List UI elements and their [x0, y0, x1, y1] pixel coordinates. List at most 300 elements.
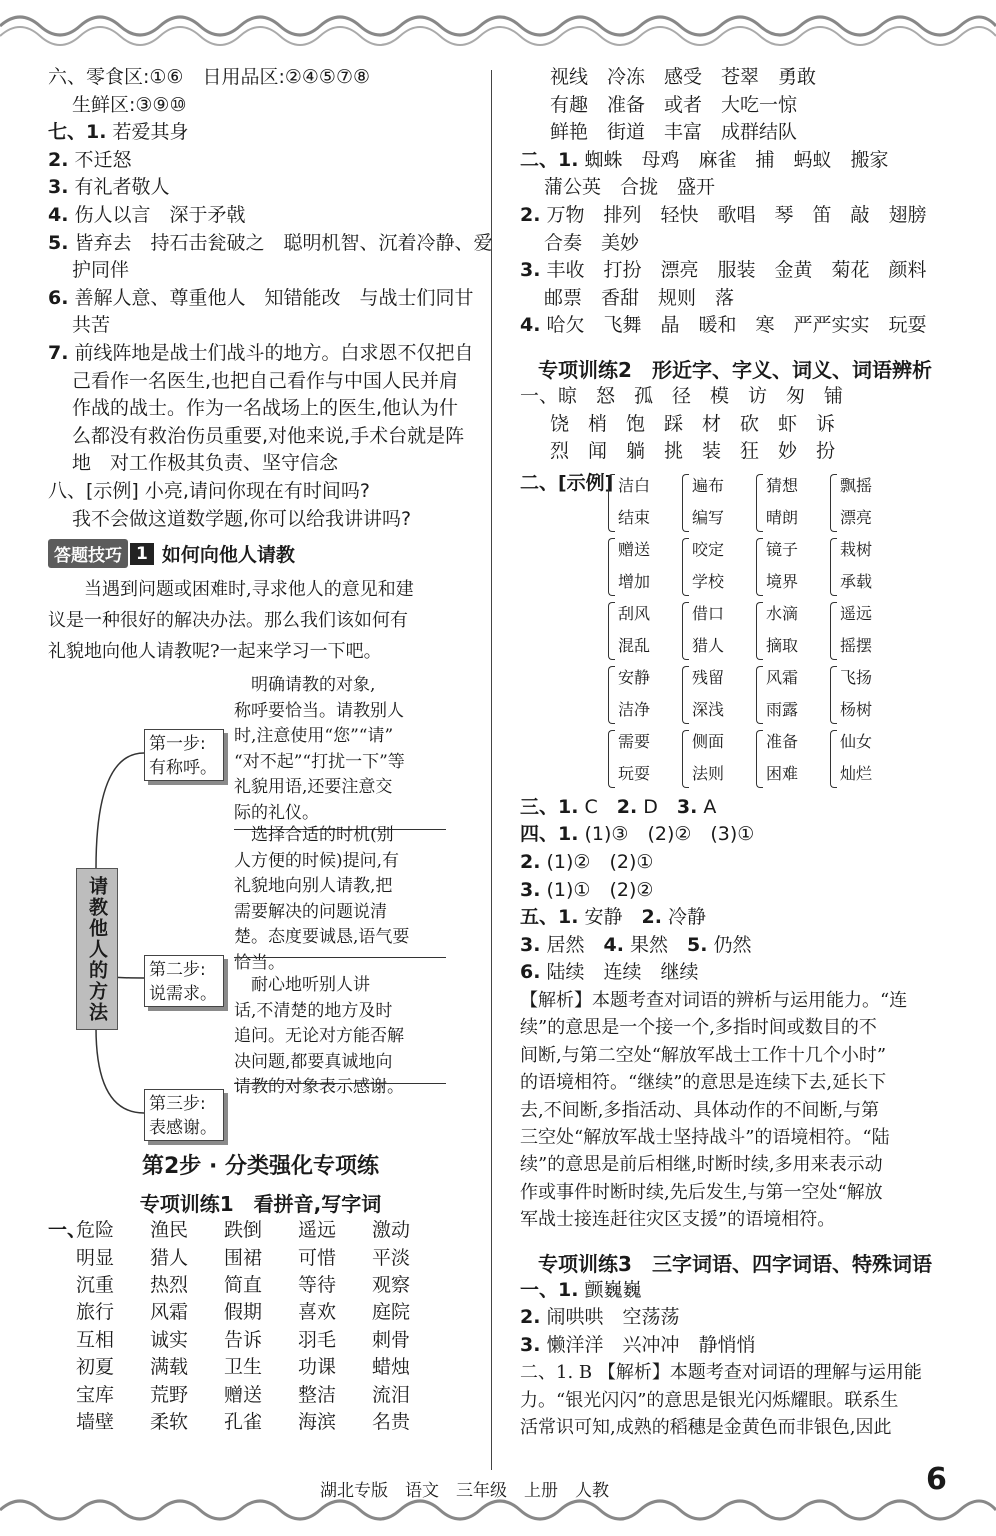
step-description-line: 明确请教的对象,	[234, 675, 376, 696]
word-pair	[830, 598, 904, 662]
row-spacer	[48, 1272, 76, 1299]
step-label: 第二步:	[149, 960, 206, 981]
pair-word: 学校	[692, 571, 725, 591]
pair-word: 摇摆	[840, 635, 873, 655]
pair-bracket	[756, 474, 763, 532]
pair-word: 编写	[692, 507, 725, 527]
word-pair	[756, 534, 830, 598]
step-description-line: 话,不清楚的地方及时	[234, 1000, 393, 1021]
pair-word: 困难	[766, 763, 799, 783]
step-description-line: 楚。态度要诚恳,语气要	[234, 927, 410, 948]
word-cell: 孔雀	[224, 1410, 263, 1433]
section-7-line	[48, 312, 473, 340]
section-7-line	[48, 340, 473, 368]
section-7-line	[48, 230, 493, 258]
training-3-line	[520, 1332, 950, 1360]
word-cell: 激动	[372, 1219, 411, 1242]
section-5-text: 居然	[540, 933, 604, 956]
mind-map-diagram	[48, 673, 473, 1143]
section-8-line: 我不会做这道数学题,你可以给我讲讲吗?	[72, 507, 412, 530]
step-description-line: 称呼要恰当。请教别人	[234, 700, 404, 721]
section-7-line	[48, 395, 473, 423]
section-6-line: 六、零食区:①⑥ 日用品区:②④⑤⑦⑧	[48, 66, 371, 88]
word-row	[48, 1272, 473, 1299]
step-box	[144, 1089, 224, 1141]
pair-word: 咬定	[692, 539, 725, 559]
analysis-line: 二、1. B 【解析】本题考查对词语的理解与运用能	[520, 1362, 922, 1384]
pair-word: 赠送	[618, 539, 651, 559]
section-3-label: 三、1.	[520, 795, 579, 818]
step-description-line: 人方便的时候)提问,有	[234, 850, 400, 871]
section-7-label: 3.	[48, 176, 69, 199]
step-description-line: 请教的对象表示感谢。	[234, 1077, 404, 1098]
section-5-text: 果然	[623, 933, 687, 956]
section-7-text: 作战的战士。作为一名战场上的医生,他认为什	[72, 397, 459, 420]
word-cell: 赠送	[224, 1383, 263, 1406]
word-pair	[682, 534, 756, 598]
char-row: 饶 梢 饱 踩 材 砍 虾 诉	[550, 412, 836, 435]
word-cell: 观察	[372, 1273, 411, 1296]
section-2-text: 丰收 打扮 漂亮 服装 金黄 菊花 颜料	[540, 259, 927, 282]
char-row: 一、晾 怒 孤 径 模 访 匆 铺	[520, 384, 844, 407]
section-7-line	[48, 423, 473, 451]
step-description-line: 恰当。	[234, 953, 285, 974]
section-7-line	[48, 202, 473, 230]
pair-bracket	[682, 474, 689, 532]
section-5-label: 3.	[520, 933, 541, 956]
word-row	[48, 1217, 473, 1244]
analysis-line: 去,不间断,多指活动、具体动作的不间断,与第	[520, 1099, 880, 1121]
section-2-label: 2.	[520, 203, 541, 226]
pair-word: 刮风	[618, 603, 651, 623]
word-pair	[608, 470, 682, 534]
section-7-line	[48, 147, 473, 175]
pair-bracket	[756, 666, 763, 724]
step-underline	[234, 957, 446, 958]
pair-bracket	[682, 730, 689, 788]
step-description-line: “对不起”“打扰一下”等	[234, 751, 405, 772]
section-4-line	[520, 877, 950, 905]
answer-tip-header	[48, 539, 473, 568]
section-6-line: 生鲜区:③⑨⑩	[72, 93, 187, 116]
pair-bracket	[682, 602, 689, 660]
section-3-text: C	[578, 795, 617, 818]
training-3-text: 闹哄哄 空荡荡	[540, 1306, 680, 1329]
word-pair	[682, 598, 756, 662]
word-row	[48, 1299, 473, 1326]
word-pair	[756, 726, 830, 790]
section-3-line	[520, 794, 950, 822]
pair-word: 需要	[618, 731, 651, 751]
word-cell: 蜡烛	[372, 1356, 411, 1379]
pair-bracket	[830, 474, 837, 532]
pair-word: 增加	[618, 571, 651, 591]
step-description-line: 需要解决的问题说清	[234, 901, 387, 922]
word-row-line: 有趣 准备 或者 大吃一惊	[550, 93, 798, 116]
word-cell: 热烈	[150, 1273, 189, 1296]
pair-word: 遍布	[692, 475, 725, 495]
mind-map-center: 请教他人的方法	[76, 868, 118, 1030]
section-7-text: 不迁怒	[68, 148, 132, 171]
word-cell: 旅行	[76, 1301, 115, 1324]
section-7-line	[48, 174, 473, 202]
section-2-line	[520, 174, 950, 202]
pair-word: 侧面	[692, 731, 725, 751]
pair-word: 准备	[766, 731, 799, 751]
tip-title: 如何向他人请教	[161, 544, 295, 567]
row-spacer	[48, 1299, 76, 1326]
row-prefix: 一、	[48, 1219, 87, 1242]
word-cell: 整洁	[298, 1383, 337, 1406]
section-5-line	[520, 904, 950, 932]
section-2-label: 二、1.	[520, 148, 579, 171]
word-cell: 等待	[298, 1273, 337, 1296]
word-pair	[830, 534, 904, 598]
section-7-line	[48, 285, 473, 313]
step-description-line: 际的礼仪。	[234, 803, 319, 824]
word-cell: 渔民	[150, 1219, 189, 1242]
word-pair	[756, 470, 830, 534]
pair-word: 镜子	[766, 539, 799, 559]
pair-word: 杨树	[840, 699, 873, 719]
word-cell: 风霜	[150, 1301, 189, 1324]
section-2-line	[520, 312, 950, 340]
word-cell: 跌倒	[224, 1219, 263, 1242]
word-row	[48, 1382, 473, 1409]
word-cell: 海滨	[298, 1410, 337, 1433]
pair-word: 境界	[766, 571, 799, 591]
page-footer: 湖北专版 语文 三年级 上册 人教	[320, 1481, 609, 1501]
training-3-line	[520, 1277, 950, 1305]
section-2-text: 万物 排列 轻快 歌唱 琴 笛 敲 翅膀	[540, 203, 927, 226]
row-spacer	[48, 1409, 76, 1436]
pair-word: 混乱	[618, 635, 651, 655]
word-cell: 初夏	[76, 1356, 115, 1379]
section-2-text: 蜘蛛 母鸡 麻雀 捕 蚂蚁 搬家	[578, 148, 889, 171]
step-label: 有称呼。	[149, 758, 217, 779]
pair-word: 猜想	[766, 475, 799, 495]
section-4-line	[520, 821, 950, 849]
section-2-label: 4.	[520, 314, 541, 337]
section-4-line	[520, 849, 950, 877]
pair-bracket	[830, 538, 837, 596]
word-cell: 告诉	[224, 1328, 263, 1351]
pair-word: 栽树	[840, 539, 873, 559]
pair-bracket	[830, 602, 837, 660]
section-4-label: 2.	[520, 850, 541, 873]
pair-word: 猎人	[692, 635, 725, 655]
pair-word: 法则	[692, 763, 725, 783]
section-7-label: 七、1.	[48, 121, 107, 144]
section-heading-training1: 专项训练1 看拼音,写字词	[139, 1192, 382, 1217]
section-2-line	[520, 285, 950, 313]
section-7-label: 4.	[48, 203, 69, 226]
analysis-line: 续”的意思是一个接一个,多指时间或数目的不	[520, 1017, 877, 1039]
section-5-line	[520, 932, 950, 960]
section-7-text: 善解人意、尊重他人 知错能改 与战士们同甘	[68, 286, 474, 309]
section-2-text: 邮票 香甜 规则 落	[544, 286, 735, 309]
pair-bracket	[756, 602, 763, 660]
word-cell: 可惜	[298, 1246, 337, 1269]
step-description-line: 追问。无论对方能否解	[234, 1026, 404, 1047]
word-cell: 功课	[298, 1356, 337, 1379]
word-cell: 名贵	[372, 1410, 411, 1433]
step-description-line: 时,注意使用“您”“请”	[234, 726, 394, 747]
section-7-text: 若爱其身	[106, 121, 189, 144]
pair-word: 飞扬	[840, 667, 873, 687]
word-cell: 荒野	[150, 1383, 189, 1406]
word-cell: 假期	[224, 1301, 263, 1324]
pair-word: 遥远	[840, 603, 873, 623]
analysis-line: 力。“银光闪闪”的意思是银光闪烁耀眼。联系生	[520, 1389, 899, 1411]
word-cell: 流泪	[372, 1383, 411, 1406]
word-cell: 宝库	[76, 1383, 115, 1406]
training-3-line	[520, 1304, 950, 1332]
section-7-line	[48, 119, 473, 147]
analysis-line: 三空处“解放军战士坚持战斗”的语境相符。“陆	[520, 1126, 890, 1148]
section-5-label: 4.	[603, 933, 624, 956]
training-3-label: 2.	[520, 1306, 541, 1329]
section-5-line	[520, 959, 950, 987]
section-7-text: 么都没有救治伤员重要,对他来说,手术台就是阵	[72, 424, 465, 447]
section-7-label: 6.	[48, 286, 69, 309]
pair-word: 雨露	[766, 699, 799, 719]
pair-bracket	[608, 730, 615, 788]
left-column	[48, 64, 493, 1436]
word-cell: 遥远	[298, 1219, 337, 1242]
column-divider	[491, 70, 492, 1470]
pair-bracket	[756, 538, 763, 596]
decorative-top-border	[0, 0, 996, 52]
analysis-line: 军战士接连赶往灾区支援”的语境相符。	[520, 1209, 836, 1231]
pair-word: 摘取	[766, 635, 799, 655]
section-5-label: 6.	[520, 961, 541, 984]
char-row: 烈 闻 躺 挑 装 狂 妙 扮	[550, 440, 836, 463]
section-7-line	[48, 450, 473, 478]
section-2-label: 3.	[520, 259, 541, 282]
pair-bracket	[608, 666, 615, 724]
section-4-label: 3.	[520, 878, 541, 901]
section-5-text: 仍然	[707, 933, 752, 956]
training-3-label: 一、1.	[520, 1278, 579, 1301]
section-5-label: 5.	[687, 933, 708, 956]
word-cell: 猎人	[150, 1246, 189, 1269]
word-cell: 简直	[224, 1273, 263, 1296]
section-7-text: 己看作一名医生,也把自己看作与中国人民并肩	[72, 369, 459, 392]
section-7-label: 7.	[48, 341, 69, 364]
word-cell: 互相	[76, 1328, 115, 1351]
tip-paragraph-line: 议是一种很好的解决办法。那么我们该如何有	[48, 610, 408, 632]
pair-bracket	[682, 666, 689, 724]
section-7-text: 皆弃去 持石击瓮破之 聪明机智、沉着冷静、爱	[68, 231, 493, 254]
pair-word: 承载	[840, 571, 873, 591]
section-3-label: 3.	[676, 795, 698, 818]
word-pair	[682, 726, 756, 790]
section-2-line	[520, 202, 950, 230]
word-cell: 危险	[76, 1219, 115, 1242]
pair-bracket	[608, 538, 615, 596]
section-8-line: 八、[示例] 小亮,请问你现在有时间吗?	[48, 479, 370, 502]
pair-word: 洁白	[618, 475, 651, 495]
word-cell: 诚实	[150, 1328, 189, 1351]
word-cell: 平淡	[372, 1246, 411, 1269]
word-row-line: 视线 冷冻 感受 苍翠 勇敢	[550, 66, 817, 88]
word-row-line: 鲜艳 街道 丰富 成群结队	[550, 121, 798, 144]
pair-word: 洁净	[618, 699, 651, 719]
section-7-text: 共苦	[72, 314, 111, 337]
word-pair	[756, 598, 830, 662]
section-5-text: 陆续 连续 继续	[540, 961, 699, 984]
section-5-text: 冷静	[661, 906, 706, 929]
word-cell: 围裙	[224, 1246, 263, 1269]
step-label: 表感谢。	[149, 1118, 217, 1139]
tip-paragraph-line: 当遇到问题或困难时,寻求他人的意见和建	[84, 579, 414, 601]
section-7-line	[48, 257, 473, 285]
pair-word: 水滴	[766, 603, 799, 623]
pair-word: 晴朗	[766, 507, 799, 527]
word-cell: 羽毛	[298, 1328, 337, 1351]
right-column	[520, 64, 950, 1442]
word-cell: 喜欢	[298, 1301, 337, 1324]
section-5-label: 2.	[641, 906, 662, 929]
section-7-text: 前线阵地是战士们战斗的地方。白求恩不仅把自	[68, 341, 474, 364]
pair-word: 飘摇	[840, 475, 873, 495]
word-pair	[682, 470, 756, 534]
page-number: 6	[926, 1462, 947, 1497]
word-row	[48, 1409, 473, 1436]
pair-word: 漂亮	[840, 507, 873, 527]
training-3-text: 颤巍巍	[578, 1278, 642, 1301]
analysis-line: 活常识可知,成熟的稻穗是金黄色而非银色,因此	[520, 1417, 892, 1439]
pair-word: 灿烂	[840, 763, 873, 783]
tip-paragraph-line: 礼貌地向他人请教呢?一起来学习一下吧。	[48, 641, 382, 663]
pair-bracket	[682, 538, 689, 596]
section-4-text: (1)② (2)①	[540, 850, 654, 873]
pair-word: 借口	[692, 603, 725, 623]
row-spacer	[48, 1327, 76, 1354]
word-pair	[830, 470, 904, 534]
step-label: 第一步:	[149, 734, 206, 755]
analysis-line: 的语境相符。“继续”的意思是连续下去,延长下	[520, 1072, 887, 1094]
section-2-line	[520, 230, 950, 258]
word-pairs-section	[520, 470, 950, 790]
word-cell: 柔软	[150, 1410, 189, 1433]
word-cell: 庭院	[372, 1301, 411, 1324]
row-spacer	[48, 1245, 76, 1272]
step-description	[234, 973, 454, 1101]
word-pair	[608, 662, 682, 726]
step-underline	[234, 1083, 446, 1084]
pair-word: 玩耍	[618, 763, 651, 783]
section-5-label: 五、1.	[520, 906, 579, 929]
section-2-text: 哈欠 飞舞 晶 暖和 寒 严严实实 玩耍	[540, 314, 927, 337]
section-2-text: 合奏 美妙	[544, 231, 640, 254]
pair-bracket	[608, 602, 615, 660]
step-box	[144, 955, 224, 1007]
section-3-text: D	[637, 795, 677, 818]
pair-bracket	[830, 666, 837, 724]
section-7-line	[48, 368, 473, 396]
section-heading-step2: 第2步 · 分类强化专项练	[142, 1154, 379, 1180]
section-7-label: 5.	[48, 231, 69, 254]
analysis-line: 【解析】本题考查对词语的辨析与运用能力。“连	[520, 989, 908, 1011]
section-7-label: 2.	[48, 148, 69, 171]
pair-word: 残留	[692, 667, 725, 687]
pair-word: 结束	[618, 507, 651, 527]
word-row	[48, 1327, 473, 1354]
analysis-line: 作或事件时断时续,先后发生,与第一空处“解放	[520, 1181, 883, 1203]
section-7-text: 有礼者敬人	[68, 176, 170, 199]
word-pair	[830, 662, 904, 726]
word-row	[48, 1354, 473, 1381]
word-cell: 沉重	[76, 1273, 115, 1296]
word-pair	[608, 726, 682, 790]
pair-bracket	[756, 730, 763, 788]
section-3-label: 2.	[616, 795, 638, 818]
section-heading-training3: 专项训练3 三字词语、四字词语、特殊词语	[538, 1251, 932, 1276]
analysis-line: 间断,与第二空处“解放军战士工作十几个小时”	[520, 1044, 887, 1066]
tip-paragraph	[48, 574, 473, 667]
word-cell: 墙壁	[76, 1410, 115, 1433]
step-description-line: 决问题,都要真诚地向	[234, 1051, 393, 1072]
pair-word: 深浅	[692, 699, 725, 719]
word-cell: 刺骨	[372, 1328, 411, 1351]
analysis-text	[520, 987, 950, 1234]
word-pair	[608, 598, 682, 662]
section-2-line	[520, 257, 950, 285]
step-description	[234, 823, 454, 977]
tip-number: 1	[130, 543, 154, 565]
section-7-text: 护同伴	[72, 259, 130, 282]
training-3-text: 懒洋洋 兴冲冲 静悄悄	[540, 1333, 756, 1356]
section-heading-training2: 专项训练2 形近字、字义、词义、词语辨析	[538, 357, 932, 382]
pairs-prefix: 二、[示例]	[520, 471, 614, 494]
pair-bracket	[608, 474, 615, 532]
pair-word: 风霜	[766, 667, 799, 687]
row-spacer	[48, 1382, 76, 1409]
pair-word: 仙女	[840, 731, 873, 751]
word-cell: 明显	[76, 1246, 115, 1269]
training-3-label: 3.	[520, 1333, 541, 1356]
step-label: 第三步:	[149, 1094, 206, 1115]
step-description-line: 耐心地听别人讲	[234, 975, 370, 996]
section-5-text: 安静	[578, 906, 642, 929]
word-row	[48, 1245, 473, 1272]
section-3-text: A	[697, 795, 717, 818]
analysis-line: 续”的意思是前后相继,时断时续,多用来表示动	[520, 1154, 883, 1176]
section-4-text: (1)③ (2)② (3)①	[578, 823, 755, 846]
step-description-line: 选择合适的时机(别	[234, 825, 394, 846]
section-4-text: (1)① (2)②	[540, 878, 654, 901]
word-pair	[756, 662, 830, 726]
row-spacer	[48, 1354, 76, 1381]
step-box	[144, 729, 224, 781]
analysis-text-2	[520, 1359, 950, 1441]
word-cell: 满载	[150, 1356, 189, 1379]
word-cell: 卫生	[224, 1356, 263, 1379]
section-7-text: 地 对工作极其负责、坚守信念	[72, 452, 339, 475]
step-description	[234, 673, 454, 827]
step-description-line: 礼貌用语,还要注意交	[234, 777, 393, 798]
step-label: 说需求。	[149, 984, 217, 1005]
word-pair	[830, 726, 904, 790]
step-description-line: 礼貌地向别人请教,把	[234, 876, 393, 897]
pair-word: 安静	[618, 667, 651, 687]
pair-bracket	[830, 730, 837, 788]
word-pair	[682, 662, 756, 726]
tip-badge: 答题技巧	[48, 539, 128, 568]
section-2-line	[520, 147, 950, 175]
